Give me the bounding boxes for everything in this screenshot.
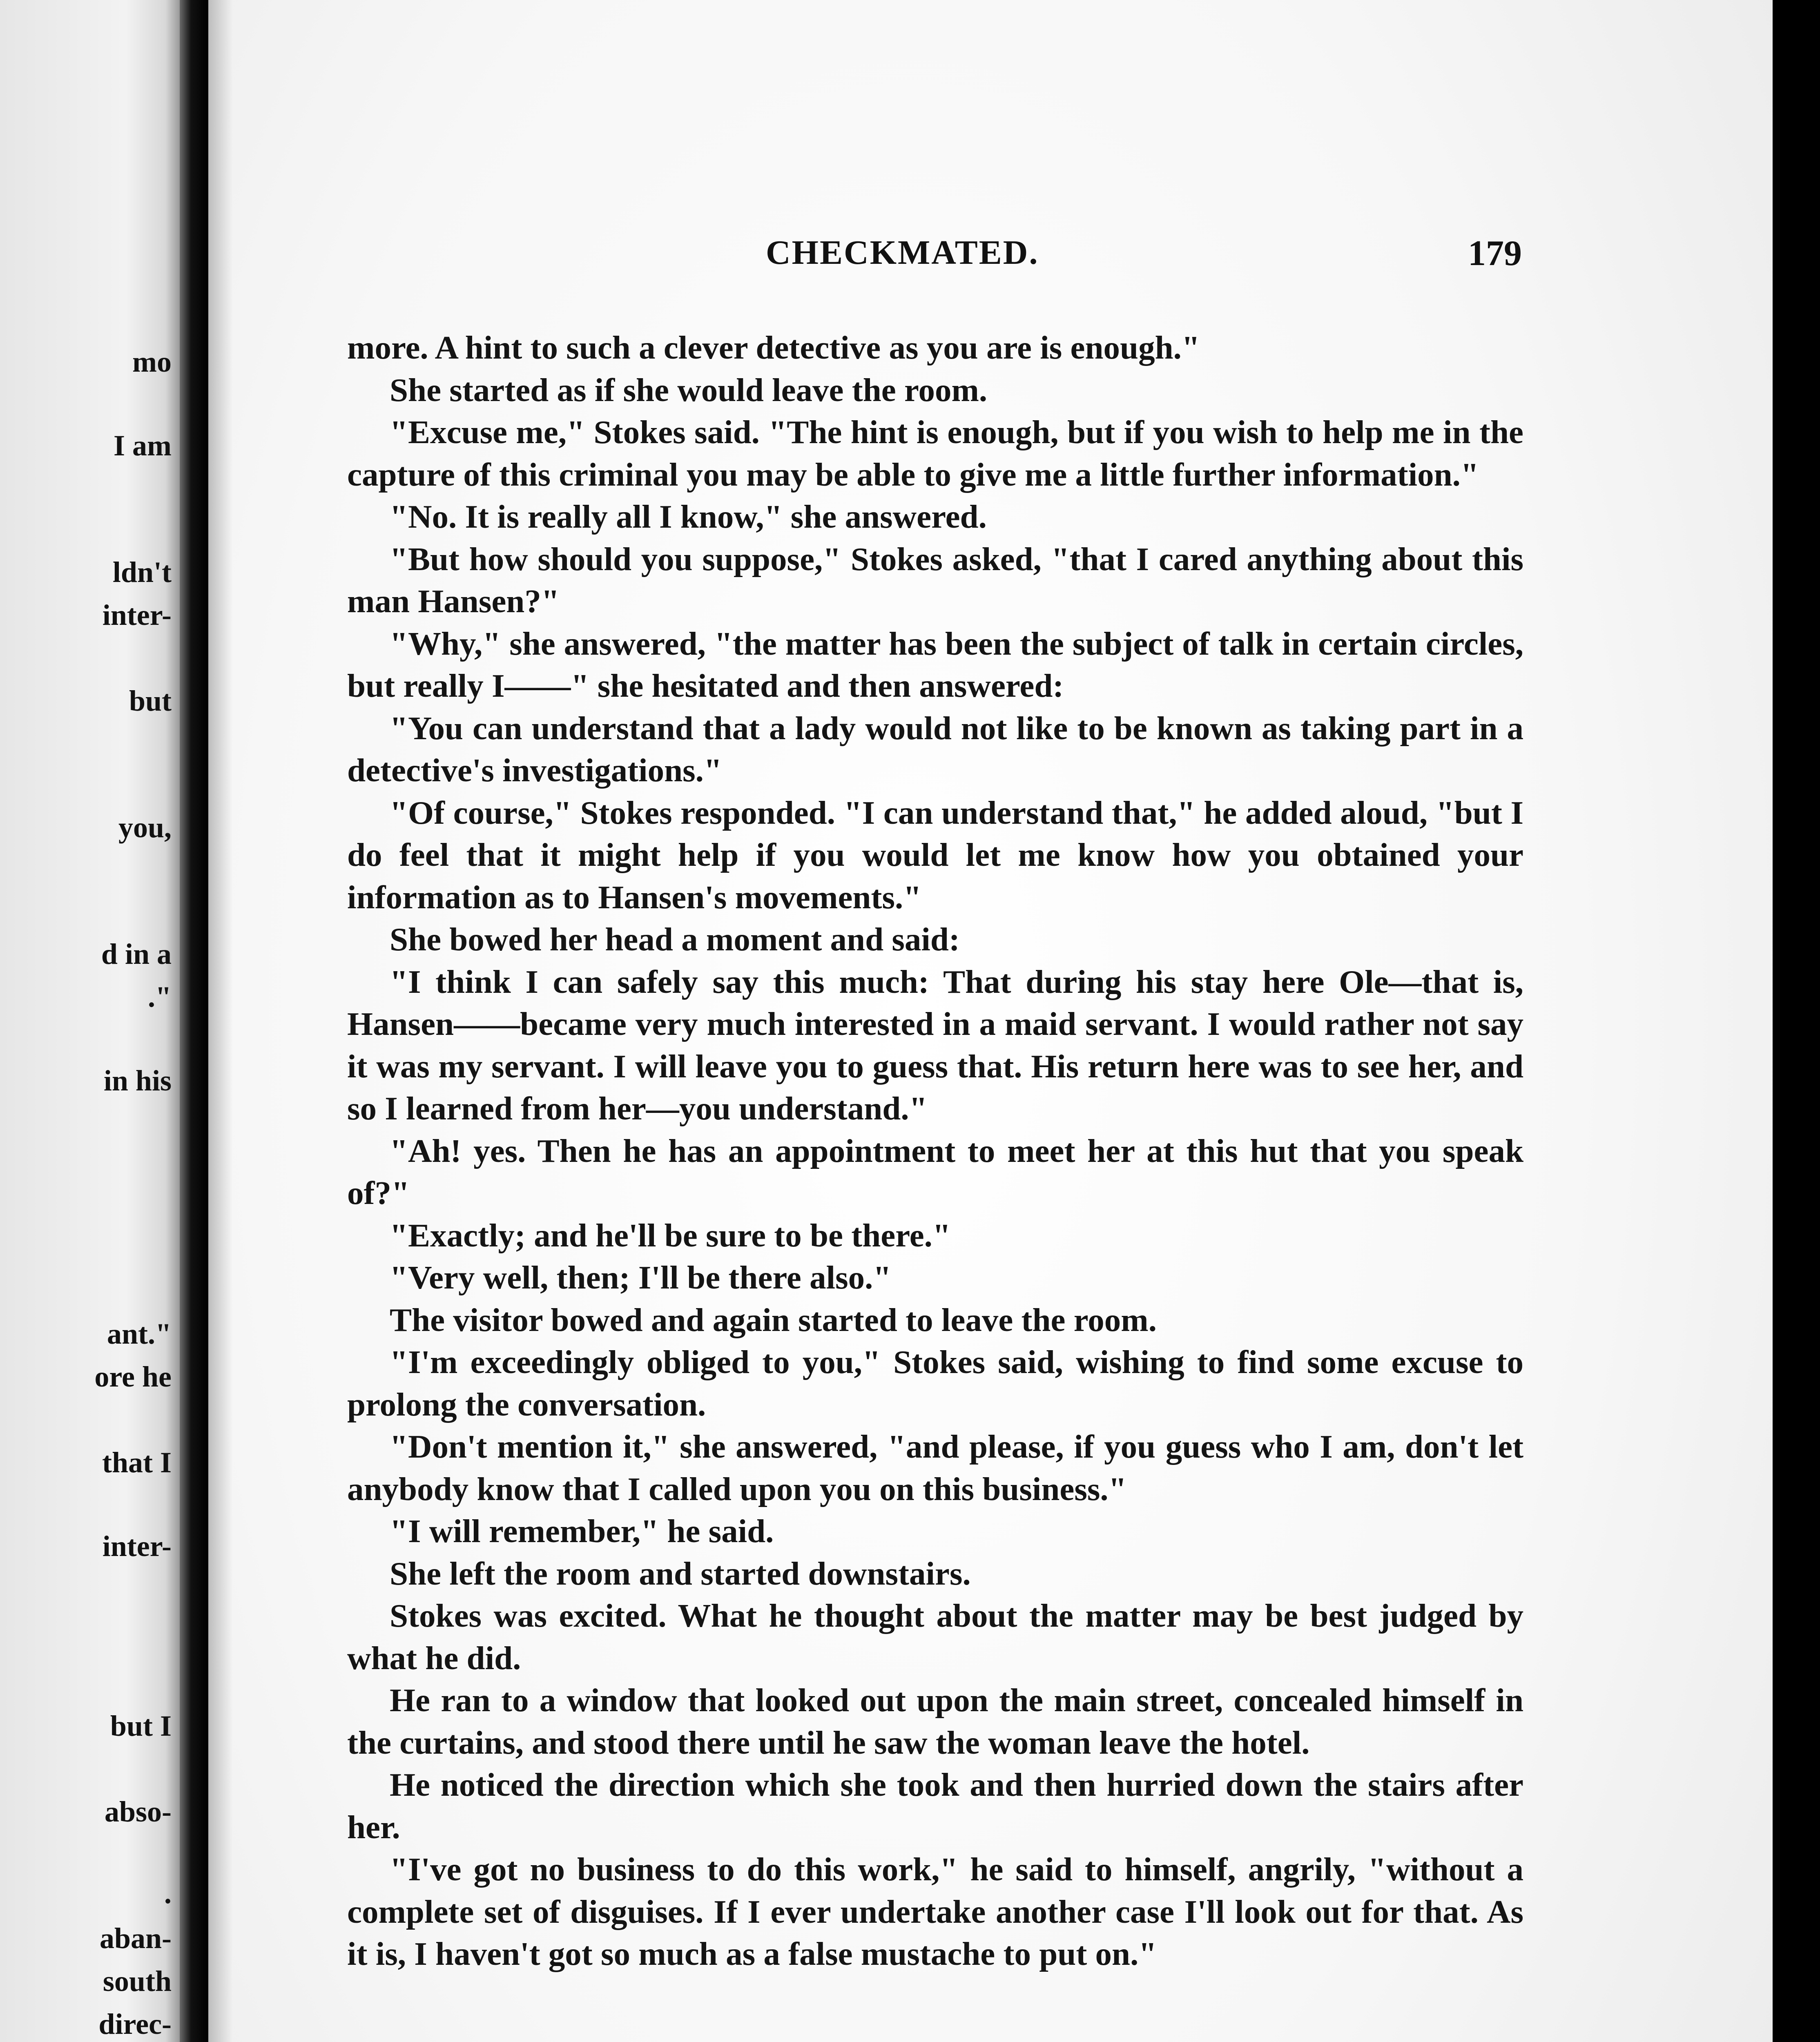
- body-text: [347, 327, 1523, 1975]
- left-page-line: ldn't: [112, 556, 172, 589]
- paragraph: "Excuse me," Stokes said. "The hint is enough, but if you wish to help me in the capture of this criminal you may be able to give me a little further information.": [347, 414, 1523, 493]
- page-number: 179: [1468, 234, 1522, 273]
- paragraph: She bowed her head a moment and said:: [390, 921, 960, 958]
- left-page-line: you,: [118, 811, 172, 844]
- left-page-line: I am: [114, 429, 172, 462]
- paragraph: "No. It is really all I know," she answered.: [390, 498, 987, 535]
- book-gutter: [180, 0, 208, 2042]
- left-page-line: ore he: [94, 1360, 172, 1393]
- paragraph: "I think I can safely say this much: That during his stay here Ole—that is, Hansen——became very much interested in a maid servant. I would rather not say it was my servant. I will leave you to guess that. His return here was to see her, and so I learned from her—you understand.": [347, 963, 1523, 1127]
- page-edge-shadow: [208, 0, 233, 2042]
- paragraph: He noticed the direction which she took and then hurried down the stairs after her.: [347, 1766, 1523, 1846]
- paragraph: more. A hint to such a clever detective as you are is enough.": [347, 329, 1200, 366]
- paragraph: "Why," she answered, "the matter has been the subject of talk in certain circles, but really I——" she hesitated and then answered:: [347, 625, 1523, 704]
- left-page-line: aban-: [99, 1922, 172, 1955]
- left-page-line: in his: [103, 1064, 172, 1097]
- left-page-line: inter-: [102, 1530, 172, 1563]
- running-title: CHECKMATED.: [766, 234, 1039, 272]
- page-header: [208, 233, 1773, 278]
- paragraph: He ran to a window that looked out upon the main street, concealed himself in the curtains, and stood there until he saw the woman leave the hotel.: [347, 1682, 1523, 1761]
- left-page-line: d in a: [101, 938, 172, 970]
- paragraph: She left the room and started downstairs.: [390, 1555, 971, 1592]
- left-page-line: direc-: [98, 2008, 172, 2040]
- previous-page-fragment: [0, 0, 180, 2042]
- left-page-line: but I: [110, 1710, 172, 1742]
- paragraph: Stokes was excited. What he thought about the matter may be best judged by what he did.: [347, 1597, 1523, 1676]
- paragraph: "I'm exceedingly obliged to you," Stokes said, wishing to find some excuse to prolong the conversation.: [347, 1344, 1523, 1423]
- paragraph: "I will remember," he said.: [390, 1513, 774, 1549]
- left-page-line: mo: [132, 346, 172, 378]
- left-page-line: south: [103, 1965, 172, 1997]
- paragraph: "You can understand that a lady would not like to be known as taking part in a detective's investigations.": [347, 709, 1523, 789]
- left-page-line: ant.": [107, 1317, 172, 1350]
- paragraph: "Don't mention it," she answered, "and please, if you guess who I am, don't let anybody know that I called upon you on this business.": [347, 1428, 1523, 1507]
- paragraph: "Very well, then; I'll be there also.": [390, 1259, 892, 1296]
- book-page: [208, 0, 1773, 2042]
- paragraph: "Ah! yes. Then he has an appointment to meet her at this hut that you speak of?": [347, 1132, 1523, 1211]
- left-page-line: .: [164, 1877, 172, 1910]
- paragraph: "I've got no business to do this work," he said to himself, angrily, "without a complete set of disguises. If I ever undertake another case I'll look out for that. As it is, I haven't got so much as a false mustache to put on.": [347, 1851, 1523, 1972]
- paragraph: The visitor bowed and again started to leave the room.: [390, 1301, 1157, 1338]
- left-page-line: .": [148, 981, 172, 1013]
- left-page-line: that I: [102, 1446, 172, 1479]
- paragraph: "But how should you suppose," Stokes asked, "that I cared anything about this man Hansen?": [347, 540, 1523, 620]
- paragraph: She started as if she would leave the room.: [390, 371, 988, 408]
- left-page-line: abso-: [104, 1795, 172, 1828]
- paragraph: "Exactly; and he'll be sure to be there.": [390, 1217, 951, 1254]
- left-page-line: inter-: [102, 599, 172, 631]
- paragraph: "Of course," Stokes responded. "I can understand that," he added aloud, "but I do feel that it might help if you would let me know how you obtained your information as to Hansen's movements.": [347, 794, 1523, 916]
- left-page-line: but: [129, 684, 172, 717]
